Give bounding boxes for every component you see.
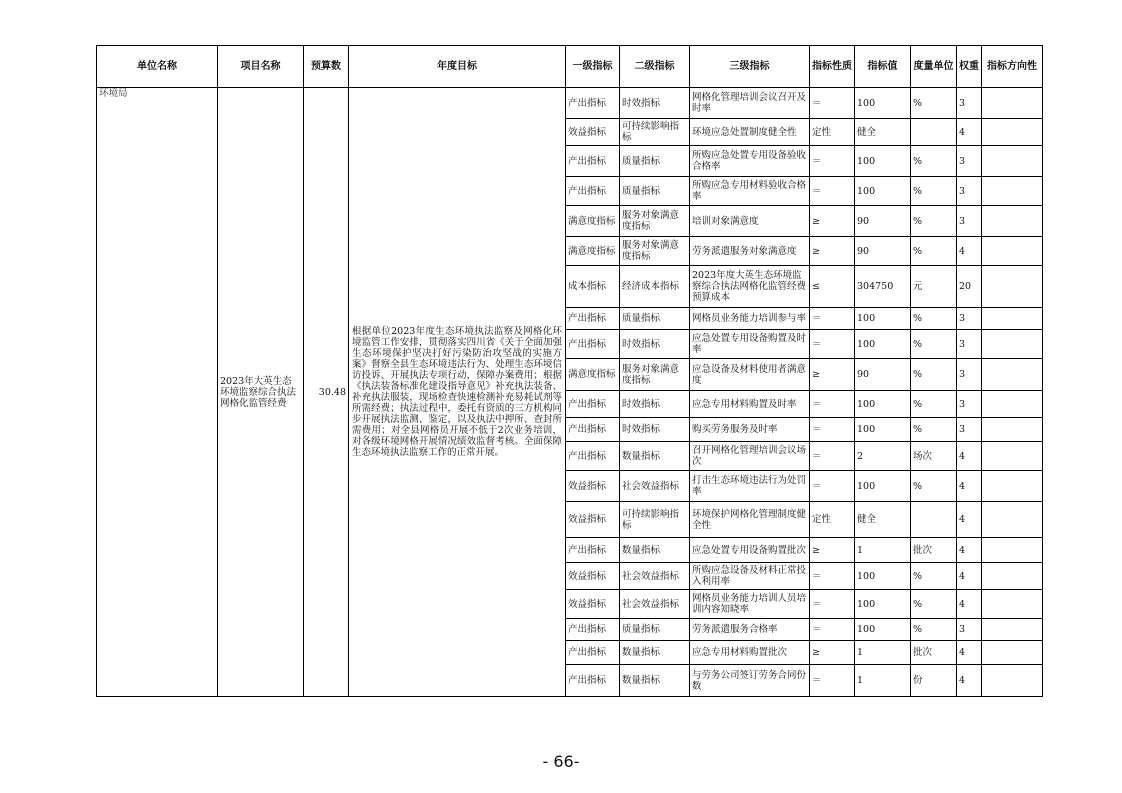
value-cell: 100 [855, 418, 911, 442]
nature-cell: ＝ [810, 665, 855, 697]
header-row [97, 46, 1043, 88]
nature-cell: ≥ [810, 237, 855, 266]
direction-cell [982, 359, 1043, 391]
unit-cell: % [911, 590, 957, 619]
weight-cell: 3 [957, 418, 982, 442]
level3-cell: 应急处置专用设备购置批次 [690, 538, 810, 563]
table-row [97, 88, 1043, 119]
weight-cell: 3 [957, 177, 982, 206]
level2-cell: 服务对象满意度指标 [620, 359, 690, 391]
weight-cell: 4 [957, 471, 982, 502]
header-cell: 单位名称 [97, 46, 218, 88]
level2-cell: 数量指标 [620, 442, 690, 471]
level1-cell: 产出指标 [566, 146, 620, 177]
header-cell: 项目名称 [218, 46, 304, 88]
weight-cell: 3 [957, 359, 982, 391]
value-cell: 304750 [855, 266, 911, 308]
value-cell: 100 [855, 177, 911, 206]
direction-cell [982, 177, 1043, 206]
weight-cell: 3 [957, 146, 982, 177]
level2-cell: 时效指标 [620, 391, 690, 418]
level2-cell: 经济成本指标 [620, 266, 690, 308]
level3-cell: 网格员业务能力培训人员培训内容知晓率 [690, 590, 810, 619]
level2-cell: 可持续影响指标 [620, 119, 690, 146]
level1-cell: 产出指标 [566, 418, 620, 442]
nature-cell: ≥ [810, 359, 855, 391]
nature-cell: ≤ [810, 266, 855, 308]
performance-table [96, 45, 1043, 697]
level1-cell: 产出指标 [566, 177, 620, 206]
level2-cell: 时效指标 [620, 330, 690, 359]
level2-cell: 质量指标 [620, 308, 690, 330]
level1-cell: 产出指标 [566, 308, 620, 330]
value-cell: 100 [855, 88, 911, 119]
budget-cell: 30.48 [304, 88, 349, 697]
direction-cell [982, 538, 1043, 563]
level1-cell: 产出指标 [566, 619, 620, 641]
value-cell: 1 [855, 665, 911, 697]
nature-cell: ＝ [810, 619, 855, 641]
value-cell: 100 [855, 471, 911, 502]
weight-cell: 3 [957, 391, 982, 418]
level3-cell: 与劳务公司签订劳务合同份数 [690, 665, 810, 697]
weight-cell: 3 [957, 619, 982, 641]
level2-cell: 服务对象满意度指标 [620, 206, 690, 237]
weight-cell: 3 [957, 88, 982, 119]
value-cell: 2 [855, 442, 911, 471]
value-cell: 100 [855, 330, 911, 359]
level1-cell: 产出指标 [566, 442, 620, 471]
weight-cell: 4 [957, 442, 982, 471]
weight-cell: 4 [957, 665, 982, 697]
unit-cell: % [911, 418, 957, 442]
header-cell: 年度目标 [349, 46, 566, 88]
unit-cell: % [911, 146, 957, 177]
value-cell: 100 [855, 391, 911, 418]
direction-cell [982, 471, 1043, 502]
level3-cell: 环境应急处置制度健全性 [690, 119, 810, 146]
level2-cell: 质量指标 [620, 146, 690, 177]
header-cell: 三级指标 [690, 46, 810, 88]
value-cell: 1 [855, 641, 911, 665]
unit-cell: 元 [911, 266, 957, 308]
unit-cell: % [911, 206, 957, 237]
header-cell: 指标方向性 [982, 46, 1043, 88]
level1-cell: 效益指标 [566, 563, 620, 590]
level3-cell: 所购应急设备及材料正常投入利用率 [690, 563, 810, 590]
direction-cell [982, 502, 1043, 538]
value-cell: 90 [855, 359, 911, 391]
unit-cell [911, 502, 957, 538]
unit-cell: % [911, 237, 957, 266]
level3-cell: 所购应急处置专用设备验收合格率 [690, 146, 810, 177]
level1-cell: 效益指标 [566, 502, 620, 538]
level1-cell: 满意度指标 [566, 206, 620, 237]
weight-cell: 4 [957, 641, 982, 665]
nature-cell: ＝ [810, 88, 855, 119]
level1-cell: 产出指标 [566, 665, 620, 697]
unit-cell: % [911, 619, 957, 641]
direction-cell [982, 330, 1043, 359]
level1-cell: 成本指标 [566, 266, 620, 308]
direction-cell [982, 146, 1043, 177]
weight-cell: 3 [957, 308, 982, 330]
weight-cell: 4 [957, 502, 982, 538]
level2-cell: 社会效益指标 [620, 471, 690, 502]
value-cell: 100 [855, 146, 911, 177]
table-body [97, 88, 1043, 697]
level2-cell: 社会效益指标 [620, 563, 690, 590]
direction-cell [982, 119, 1043, 146]
nature-cell: ＝ [810, 442, 855, 471]
nature-cell: ＝ [810, 471, 855, 502]
value-cell: 100 [855, 590, 911, 619]
unit-cell: % [911, 330, 957, 359]
level1-cell: 满意度指标 [566, 359, 620, 391]
unit-name-cell: 环境局 [97, 88, 218, 697]
unit-cell [911, 119, 957, 146]
level3-cell: 劳务派遣服务对象满意度 [690, 237, 810, 266]
weight-cell: 4 [957, 538, 982, 563]
nature-cell: 定性 [810, 502, 855, 538]
level3-cell: 网格员业务能力培训参与率 [690, 308, 810, 330]
direction-cell [982, 266, 1043, 308]
level3-cell: 培训对象满意度 [690, 206, 810, 237]
level2-cell: 数量指标 [620, 538, 690, 563]
level1-cell: 效益指标 [566, 590, 620, 619]
direction-cell [982, 418, 1043, 442]
direction-cell [982, 590, 1043, 619]
nature-cell: ≥ [810, 538, 855, 563]
level3-cell: 环境保护网格化管理制度健全性 [690, 502, 810, 538]
level2-cell: 时效指标 [620, 88, 690, 119]
weight-cell: 3 [957, 330, 982, 359]
level1-cell: 效益指标 [566, 471, 620, 502]
unit-cell: % [911, 391, 957, 418]
unit-cell: % [911, 563, 957, 590]
level3-cell: 网格化管理培训会议召开及时率 [690, 88, 810, 119]
weight-cell: 4 [957, 119, 982, 146]
unit-cell: % [911, 359, 957, 391]
level1-cell: 产出指标 [566, 538, 620, 563]
direction-cell [982, 442, 1043, 471]
level1-cell: 产出指标 [566, 641, 620, 665]
unit-cell: % [911, 177, 957, 206]
direction-cell [982, 665, 1043, 697]
level3-cell: 应急设备及材料使用者满意度 [690, 359, 810, 391]
direction-cell [982, 88, 1043, 119]
nature-cell: ＝ [810, 330, 855, 359]
unit-cell: % [911, 308, 957, 330]
unit-cell: 批次 [911, 538, 957, 563]
nature-cell: ≥ [810, 641, 855, 665]
level3-cell: 打击生态环境违法行为处罚率 [690, 471, 810, 502]
level2-cell: 服务对象满意度指标 [620, 237, 690, 266]
direction-cell [982, 237, 1043, 266]
direction-cell [982, 308, 1043, 330]
weight-cell: 20 [957, 266, 982, 308]
header-cell: 指标性质 [810, 46, 855, 88]
level1-cell: 产出指标 [566, 391, 620, 418]
unit-cell: 场次 [911, 442, 957, 471]
direction-cell [982, 641, 1043, 665]
nature-cell: ＝ [810, 590, 855, 619]
annual-goal-cell: 根据单位2023年度生态环境执法监察及网格化环境监管工作安排，贯彻落实四川省《关于全面加强生态环境保护坚决打好污染防治攻坚战的实施方案》督察全县生态环境违法行为、处理生态环境信访投诉、开展执法专项行动，保障办案费用；根据《执法装备标准化建设指导意见》补充执法装备、补充执法服装，现场检查快速检测补充易耗试剂等所需经费；执法过程中，委托有资质的三方机构同步开展执法监测、鉴定，以及执法中押所、查封所需费用；对全县网格员开展不低于2次业务培训，对各级环境网格开展情况绩效监督考核。全面保障生态环境执法监察工作的正常开展。 [349, 88, 566, 697]
nature-cell: ＝ [810, 391, 855, 418]
level2-cell: 数量指标 [620, 665, 690, 697]
weight-cell: 4 [957, 237, 982, 266]
level3-cell: 购买劳务服务及时率 [690, 418, 810, 442]
nature-cell: ＝ [810, 418, 855, 442]
level3-cell: 应急专用材料购置及时率 [690, 391, 810, 418]
project-name-cell: 2023年大英生态环境监察综合执法网格化监管经费 [218, 88, 304, 697]
value-cell: 90 [855, 206, 911, 237]
header-cell: 预算数 [304, 46, 349, 88]
level2-cell: 数量指标 [620, 641, 690, 665]
nature-cell: 定性 [810, 119, 855, 146]
direction-cell [982, 563, 1043, 590]
page-number: - 66- [542, 752, 580, 771]
level3-cell: 应急专用材料购置批次 [690, 641, 810, 665]
level3-cell: 所购应急专用材料验收合格率 [690, 177, 810, 206]
header-cell: 权重 [957, 46, 982, 88]
unit-cell: % [911, 88, 957, 119]
nature-cell: ＝ [810, 563, 855, 590]
header-cell: 二级指标 [620, 46, 690, 88]
unit-cell: % [911, 471, 957, 502]
weight-cell: 4 [957, 563, 982, 590]
direction-cell [982, 391, 1043, 418]
level1-cell: 产出指标 [566, 330, 620, 359]
level2-cell: 质量指标 [620, 177, 690, 206]
value-cell: 100 [855, 619, 911, 641]
nature-cell: ≥ [810, 206, 855, 237]
value-cell: 健全 [855, 502, 911, 538]
header-cell: 度量单位 [911, 46, 957, 88]
value-cell: 100 [855, 308, 911, 330]
value-cell: 1 [855, 538, 911, 563]
level2-cell: 质量指标 [620, 619, 690, 641]
level3-cell: 2023年度大英生态环境监察综合执法网格化监管经费预算成本 [690, 266, 810, 308]
level2-cell: 时效指标 [620, 418, 690, 442]
level3-cell: 劳务派遣服务合格率 [690, 619, 810, 641]
nature-cell: ＝ [810, 308, 855, 330]
header-cell: 指标值 [855, 46, 911, 88]
level3-cell: 应急处置专用设备购置及时率 [690, 330, 810, 359]
weight-cell: 3 [957, 206, 982, 237]
level1-cell: 产出指标 [566, 88, 620, 119]
level1-cell: 满意度指标 [566, 237, 620, 266]
unit-cell: 批次 [911, 641, 957, 665]
value-cell: 健全 [855, 119, 911, 146]
direction-cell [982, 206, 1043, 237]
level1-cell: 效益指标 [566, 119, 620, 146]
header-cell: 一级指标 [566, 46, 620, 88]
weight-cell: 4 [957, 590, 982, 619]
level2-cell: 可持续影响指标 [620, 502, 690, 538]
value-cell: 90 [855, 237, 911, 266]
direction-cell [982, 619, 1043, 641]
level2-cell: 社会效益指标 [620, 590, 690, 619]
nature-cell: ＝ [810, 146, 855, 177]
level3-cell: 召开网格化管理培训会议场次 [690, 442, 810, 471]
nature-cell: ＝ [810, 177, 855, 206]
value-cell: 100 [855, 563, 911, 590]
unit-cell: 份 [911, 665, 957, 697]
